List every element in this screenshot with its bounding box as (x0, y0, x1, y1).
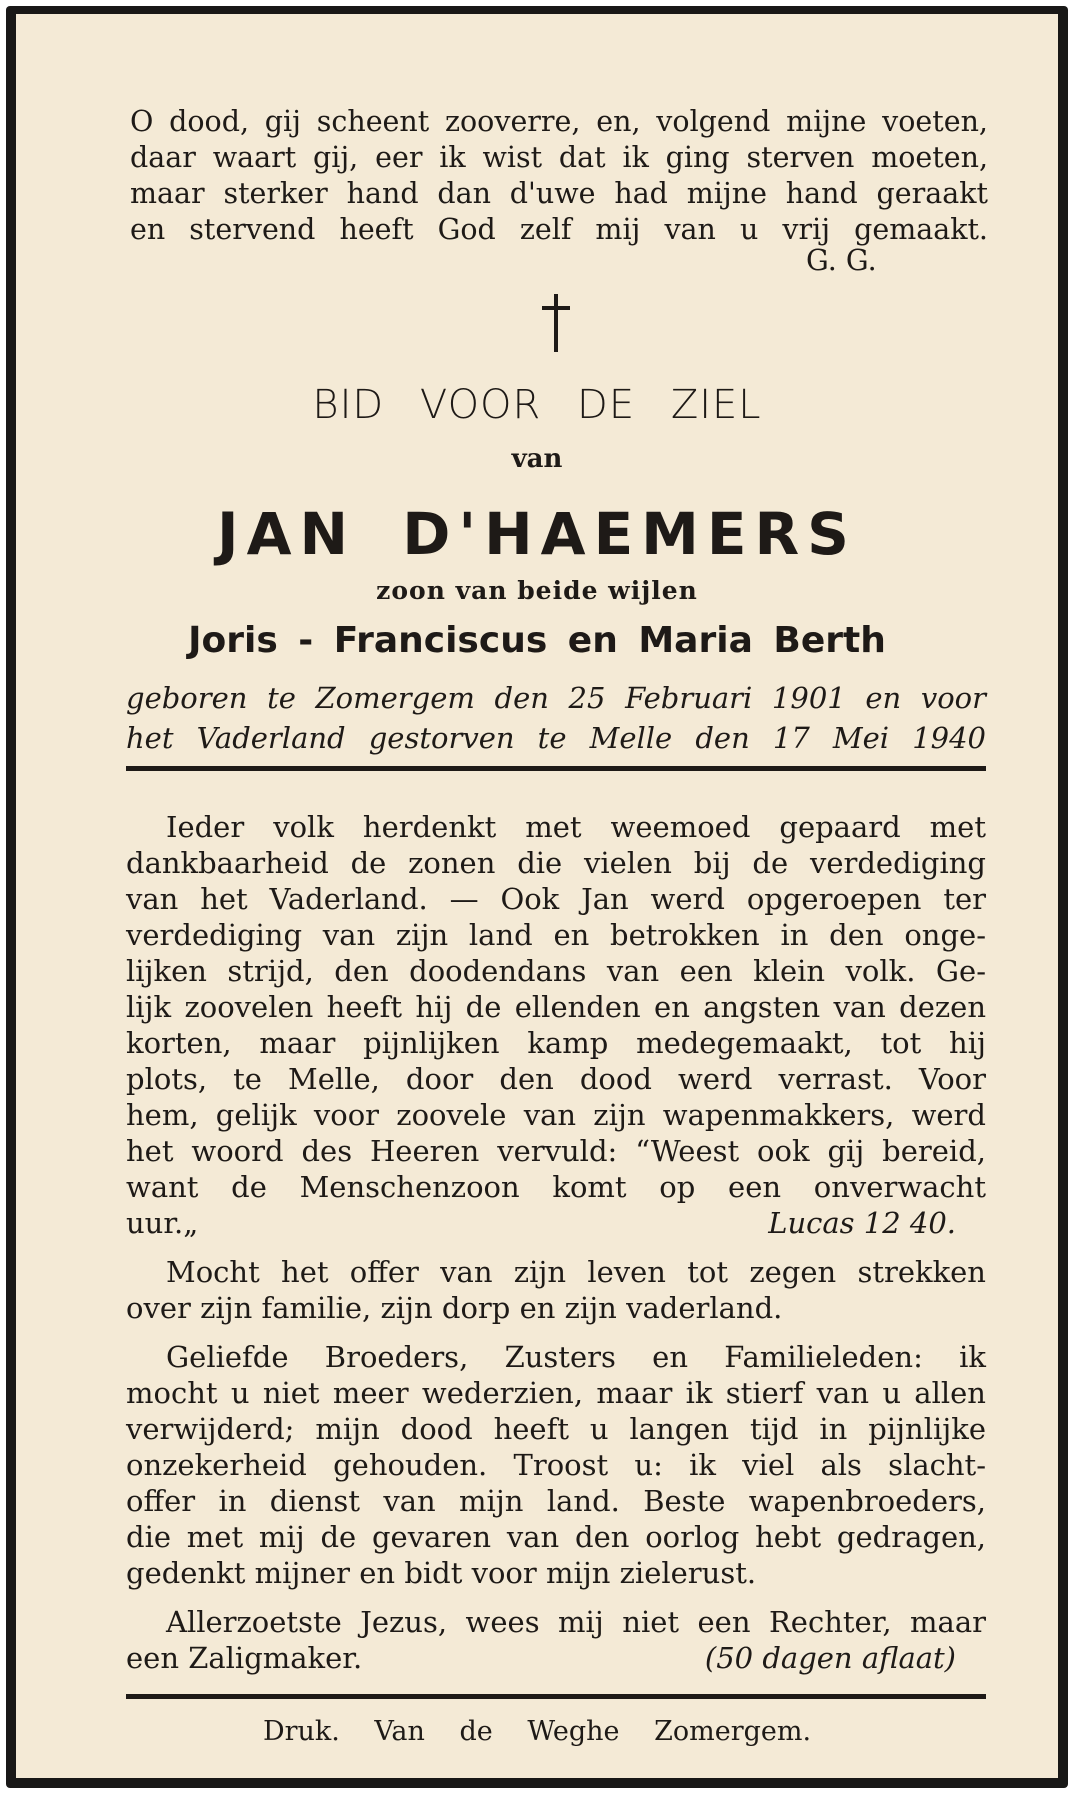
text-line: lijk zoovelen heeft hij de ellenden en angsten van dezen (126, 990, 986, 1024)
printer-credit: Druk. Van de Weghe Zomergem. (262, 1716, 812, 1747)
indulgence-note: (50 dagen aflaat) (704, 1641, 956, 1675)
text-line: offer in dienst van mijn land. Beste wapenbroeders, (126, 1484, 986, 1518)
text-line-last (126, 1205, 956, 1241)
text-end: uur.„ (126, 1206, 199, 1240)
deceased-name: JAN D'HAEMERS (217, 500, 857, 568)
text-line: Mocht het offer van zijn leven tot zegen strekken (166, 1255, 986, 1289)
text-line: verwijderd; mijn dood heeft u langen tijd in pijnlijke (126, 1412, 986, 1446)
text-end: een Zaligmaker. (126, 1641, 363, 1675)
text-line: lijken strijd, den doodendans van een klein volk. Ge- (126, 954, 986, 988)
birth-line: geboren te Zomergem den 25 Februari 1901 en voor (126, 681, 986, 715)
text-line: over zijn familie, zijn dorp en zijn vaderland. (126, 1291, 783, 1325)
cross-icon (541, 294, 571, 352)
text-line: plots, te Melle, door den dood werd verrast. Voor (126, 1062, 986, 1096)
text-line: gedenkt mijner en bidt voor mijn zielerust. (126, 1556, 757, 1590)
text-line: hem, gelijk voor zoovele van zijn wapenmakkers, werd (126, 1098, 986, 1132)
text-line: Ieder volk herdenkt met weemoed gepaard met (166, 810, 986, 844)
text-line: verdediging van zijn land en betrokken in den onge- (126, 918, 986, 952)
scripture-reference: Lucas 12 40. (768, 1206, 956, 1240)
text-line: het woord des Heeren vervuld: “Weest ook gij bereid, (126, 1134, 986, 1168)
text-line: want de Menschenzoon komt op een onverwacht (126, 1170, 986, 1204)
text-line: onzekerheid gehouden. Troost u: ik viel als slacht- (126, 1448, 986, 1482)
text-line: dankbaarheid de zonen die vielen bij de verdediging (126, 846, 986, 880)
divider-bottom (126, 1694, 986, 1699)
prayer-heading: BID VOOR DE ZIEL (312, 382, 762, 428)
poem-line: O dood, gij scheent zooverre, en, volgend mijne voeten, (130, 105, 988, 138)
poem-line: maar sterker hand dan d'uwe had mijne hand geraakt (130, 177, 988, 210)
text-line: die met mij de gevaren van den oorlog hebt gedragen, (126, 1520, 986, 1554)
text-line: korten, maar pijnlijken kamp medegemaakt, tot hij (126, 1026, 986, 1060)
poem-line: en stervend heeft God zelf mij van u vrij gemaakt. (130, 213, 988, 246)
son-of-label: zoon van beide wijlen (376, 576, 698, 605)
death-line: het Vaderland gestorven te Melle den 17 Mei 1940 (126, 721, 986, 755)
text-line: Allerzoetste Jezus, wees mij niet een Rechter, maar (166, 1605, 986, 1639)
van-label: van (511, 444, 563, 474)
memorial-card (6, 6, 1068, 1788)
parents-names: Joris - Franciscus en Maria Berth (188, 620, 886, 661)
card-paper (16, 14, 1058, 1778)
poem-line: daar waart gij, eer ik wist dat ik ging sterven moeten, (130, 141, 988, 174)
divider-top (126, 766, 986, 771)
text-line: Geliefde Broeders, Zusters en Familieleden: ik (166, 1340, 986, 1374)
text-line: mocht u niet meer wederzien, maar ik stierf van u allen (126, 1376, 986, 1410)
text-line-last (126, 1640, 956, 1676)
poem-signature: G. G. (806, 244, 877, 277)
text-line: van het Vaderland. — Ook Jan werd opgeroepen ter (126, 882, 986, 916)
